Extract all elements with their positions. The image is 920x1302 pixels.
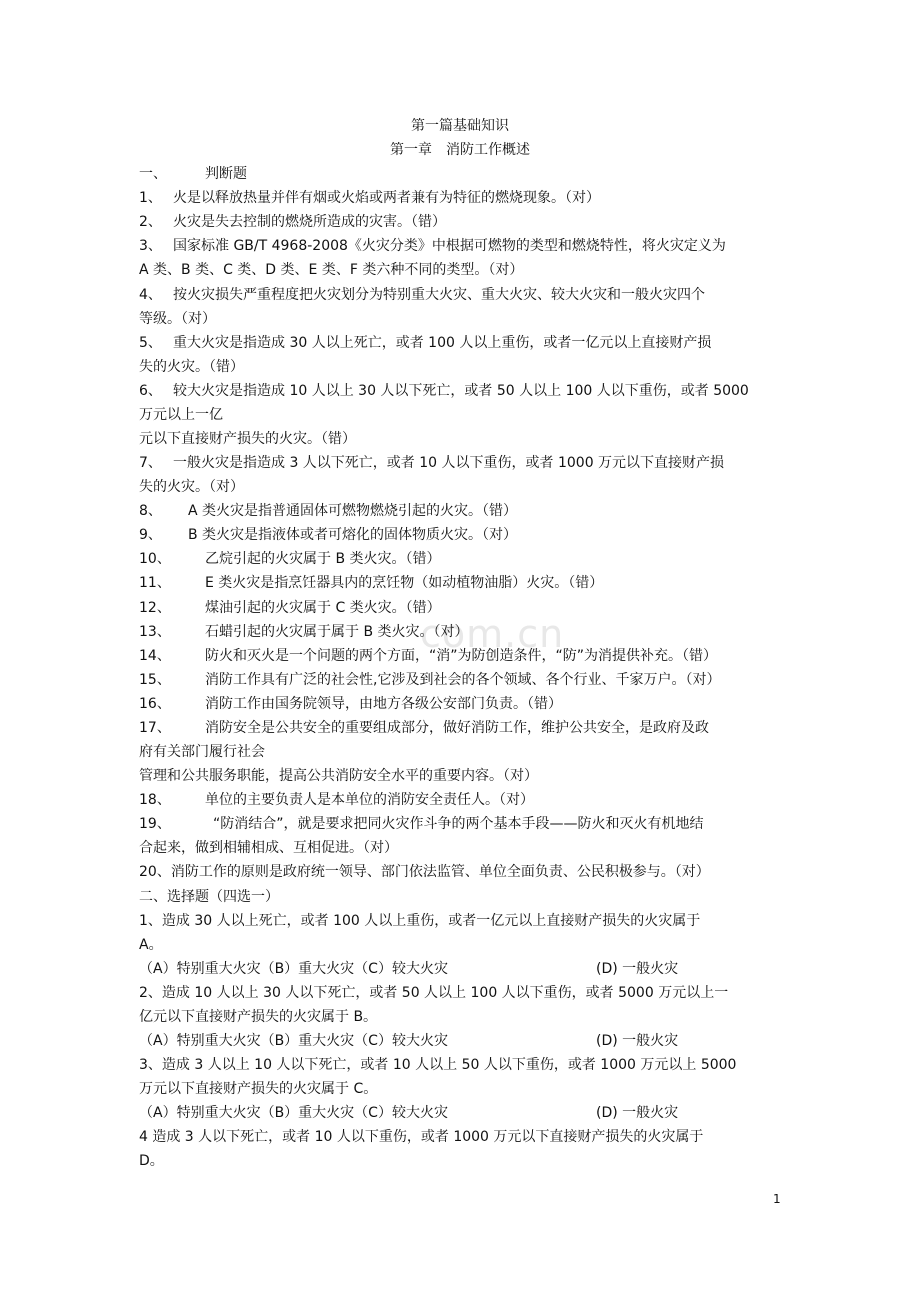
item-number: 14、 <box>139 648 171 664</box>
item-text: 失的火灾。（对） <box>139 479 244 495</box>
item-text: 火灾是失去控制的燃烧所造成的灾害。（错） <box>173 214 446 230</box>
item-text: 消防工作由国务院领导，由地方各级公安部门负责。（错） <box>205 696 562 712</box>
item-text: 万元以上一亿 <box>139 407 223 423</box>
item-text: 一般火灾是指造成 3 人以下死亡，或者 10 人以下重伤，或者 1000 万元以下直接财产损 <box>173 455 725 471</box>
item-number: 12、 <box>139 600 171 616</box>
question-text: A。 <box>139 937 163 953</box>
item-text: 较大火灾是指造成 10 人以上 30 人以下死亡，或者 50 人以上 100 人以下重伤，或者 5000 <box>173 383 749 399</box>
item-text: 20、消防工作的原则是政府统一领导、部门依法监管、单位全面负责、公民积极参与。（对） <box>139 864 710 880</box>
question-text: 4 造成 3 人以下死亡，或者 10 人以下重伤，或者 1000 万元以下直接财产损失的火灾属于 <box>139 1129 704 1145</box>
section-title: 判断题 <box>205 166 247 182</box>
item-text: E 类火灾是指烹饪器具内的烹饪物（如动植物油脂）火灾。（错） <box>205 575 604 591</box>
page-number: 1 <box>773 1192 781 1206</box>
question-options: （A）特别重大火灾（B）重大火灾（C）较大火灾 <box>139 961 448 977</box>
item-text: 国家标准 GB/T 4968-2008《火灾分类》中根据可燃物的类型和燃烧特性，将火灾定义为 <box>173 238 726 254</box>
item-number: 3、 <box>139 238 162 254</box>
item-text: B 类火灾是指液体或者可熔化的固体物质火灾。（对） <box>188 527 518 543</box>
section-number: 一、 <box>139 166 167 182</box>
item-number: 18、 <box>139 792 171 808</box>
item-number: 2、 <box>139 214 162 230</box>
item-text: 消防安全是公共安全的重要组成部分，做好消防工作，维护公共安全，是政府及政 <box>205 720 709 736</box>
item-number: 9、 <box>139 527 162 543</box>
question-options: （A）特别重大火灾（B）重大火灾（C）较大火灾 <box>139 1033 448 1049</box>
item-number: 13、 <box>139 624 171 640</box>
question-text: 1、造成 30 人以上死亡，或者 100 人以上重伤，或者一亿元以上直接财产损失的火灾属于 <box>139 913 701 929</box>
part-title: 第一篇基础知识 <box>411 118 509 134</box>
question-option-d: (D) 一般火灾 <box>596 961 679 977</box>
item-text: A 类、B 类、C 类、D 类、E 类、F 类六种不同的类型。（对） <box>139 262 524 278</box>
item-number: 6、 <box>139 383 162 399</box>
item-text: 府有关部门履行社会 <box>139 744 265 760</box>
item-number: 17、 <box>139 720 171 736</box>
item-text: 火是以释放热量并伴有烟或火焰或两者兼有为特征的燃烧现象。（对） <box>173 190 600 206</box>
item-number: 10、 <box>139 551 171 567</box>
item-number: 16、 <box>139 696 171 712</box>
item-number: 15、 <box>139 672 171 688</box>
item-number: 7、 <box>139 455 162 471</box>
item-text: A 类火灾是指普通固体可燃物燃烧引起的火灾。（错） <box>188 503 518 519</box>
item-number: 1、 <box>139 190 162 206</box>
chapter-title: 第一章 消防工作概述 <box>390 142 530 158</box>
item-number: 5、 <box>139 335 162 351</box>
item-text: 消防工作具有广泛的社会性,它涉及到社会的各个领域、各个行业、千家万户。（对） <box>205 672 721 688</box>
question-options: （A）特别重大火灾（B）重大火灾（C）较大火灾 <box>139 1105 448 1121</box>
section-title: 二、选择题（四选一） <box>139 889 279 905</box>
item-text: 元以下直接财产损失的火灾。（错） <box>139 431 356 447</box>
item-text: 防火和灭火是一个问题的两个方面，“消”为防创造条件，“防”为消提供补充。（错） <box>205 648 718 664</box>
item-text: 管理和公共服务职能，提高公共消防安全水平的重要内容。（对） <box>139 768 538 784</box>
item-text: 单位的主要负责人是本单位的消防安全责任人。（对） <box>205 792 534 808</box>
item-text: 失的火灾。（错） <box>139 359 244 375</box>
question-text: D。 <box>139 1153 164 1169</box>
question-text: 2、造成 10 人以上 30 人以下死亡，或者 50 人以上 100 人以下重伤，或者 5000 万元以上一 <box>139 985 729 1001</box>
item-text: 按火灾损失严重程度把火灾划分为特别重大火灾、重大火灾、较大火灾和一般火灾四个 <box>173 287 705 303</box>
question-option-d: (D) 一般火灾 <box>596 1033 679 1049</box>
item-text: 合起来，做到相辅相成、互相促进。（对） <box>139 840 398 856</box>
item-number: 11、 <box>139 575 171 591</box>
item-text: 乙烷引起的火灾属于 B 类火灾。（错） <box>205 551 441 567</box>
question-text: 亿元以下直接财产损失的火灾属于 B。 <box>139 1009 378 1025</box>
watermark: com.cn <box>420 612 565 656</box>
question-option-d: (D) 一般火灾 <box>596 1105 679 1121</box>
item-text: 重大火灾是指造成 30 人以上死亡，或者 100 人以上重伤，或者一亿元以上直接财产损 <box>173 335 712 351</box>
item-text: 煤油引起的火灾属于 C 类火灾。（错） <box>205 600 441 616</box>
question-text: 万元以下直接财产损失的火灾属于 C。 <box>139 1081 378 1097</box>
item-text: 石蜡引起的火灾属于属于 B 类火灾。（对） <box>205 624 469 640</box>
item-number: 4、 <box>139 287 162 303</box>
item-text: 等级。（对） <box>139 311 216 327</box>
item-text: “防消结合”，就是要求把同火灾作斗争的两个基本手段——防火和灭火有机地结 <box>213 816 704 832</box>
question-text: 3、造成 3 人以上 10 人以下死亡，或者 10 人以上 50 人以下重伤，或者 1000 万元以上 5000 <box>139 1057 737 1073</box>
item-number: 8、 <box>139 503 162 519</box>
item-number: 19、 <box>139 816 171 832</box>
